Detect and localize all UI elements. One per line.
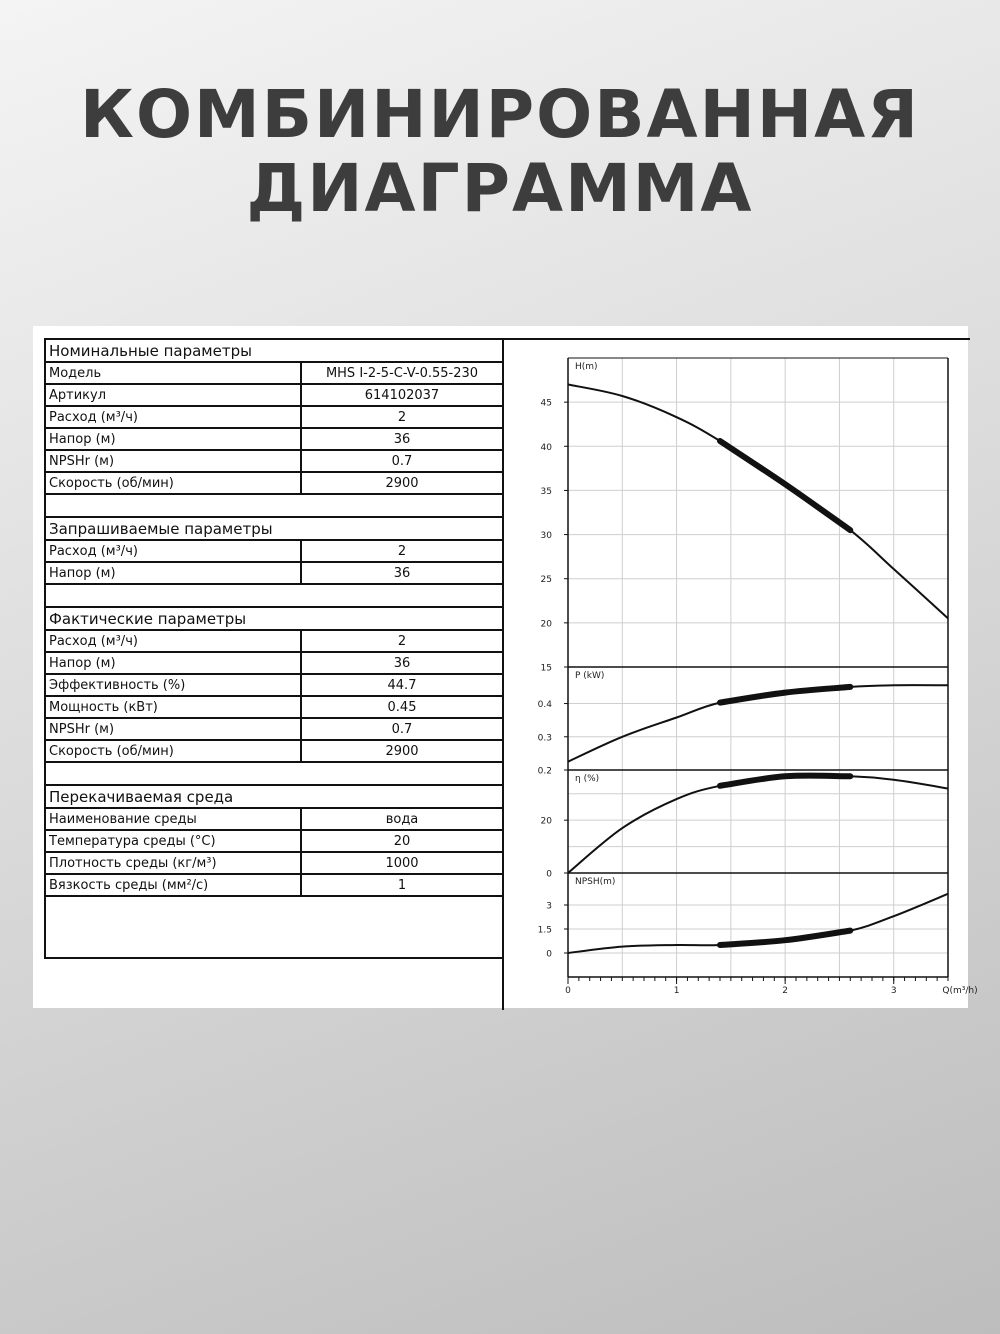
x-tick-label: 2 xyxy=(782,986,789,996)
table-row xyxy=(45,652,503,674)
table-row xyxy=(45,696,503,718)
table-row xyxy=(45,808,503,830)
param-value: 2 xyxy=(301,630,503,652)
headline-line-2: ДИАГРАММА xyxy=(246,150,754,227)
table-row xyxy=(45,472,503,494)
table-row xyxy=(45,674,503,696)
param-label: Напор (м) xyxy=(45,652,301,674)
param-label: Эффективность (%) xyxy=(45,674,301,696)
table-row xyxy=(45,540,503,562)
y-tick-label: 15 xyxy=(540,663,552,674)
section-title-medium: Перекачиваемая среда xyxy=(45,785,503,808)
param-label: NPSHr (м) xyxy=(45,718,301,740)
param-label: Расход (м³/ч) xyxy=(45,630,301,652)
y-tick-label: 0 xyxy=(546,869,552,880)
param-value: 0.7 xyxy=(301,450,503,472)
table-row xyxy=(45,428,503,450)
y-tick-label: 40 xyxy=(540,442,552,453)
panel-label: H(m) xyxy=(575,362,598,372)
param-label: Расход (м³/ч) xyxy=(45,540,301,562)
table-row xyxy=(45,450,503,472)
param-value: 36 xyxy=(301,652,503,674)
x-tick-label: 3 xyxy=(890,986,897,996)
x-tick-label: 0 xyxy=(565,986,571,996)
y-tick-label: 0.2 xyxy=(537,766,552,777)
param-label: Наименование среды xyxy=(45,808,301,830)
table-row xyxy=(45,362,503,384)
panel-label: P (kW) xyxy=(575,671,605,681)
table-row xyxy=(45,406,503,428)
param-label: Плотность среды (кг/м³) xyxy=(45,852,301,874)
datasheet xyxy=(33,326,978,1008)
headline-line-1: КОМБИНИРОВАННАЯ xyxy=(80,76,920,153)
curve-line xyxy=(568,385,948,619)
param-label: Модель xyxy=(45,362,301,384)
panel-label: η (%) xyxy=(575,774,600,784)
param-label: Расход (м³/ч) xyxy=(45,406,301,428)
spacer-row xyxy=(45,494,503,517)
param-value: 36 xyxy=(301,428,503,450)
empty-bottom-row xyxy=(45,896,503,958)
section-title-requested: Запрашиваемые параметры xyxy=(45,517,503,540)
table-row xyxy=(45,852,503,874)
table-row xyxy=(45,384,503,406)
param-value: 1000 xyxy=(301,852,503,874)
table-row xyxy=(45,718,503,740)
param-label: Скорость (об/мин) xyxy=(45,740,301,762)
param-value: 0.7 xyxy=(301,718,503,740)
y-tick-label: 0.4 xyxy=(537,700,552,711)
table-row xyxy=(45,874,503,896)
x-axis-label: Q(m³/h) xyxy=(942,986,978,996)
param-label: Напор (м) xyxy=(45,428,301,450)
param-value: 0.45 xyxy=(301,696,503,718)
param-label: Мощность (кВт) xyxy=(45,696,301,718)
param-value: MHS I-2-5-C-V-0.55-230 xyxy=(301,362,503,384)
param-value: 2 xyxy=(301,540,503,562)
table-row xyxy=(45,562,503,584)
y-tick-label: 3 xyxy=(546,901,552,912)
y-tick-label: 30 xyxy=(540,531,552,542)
pump-performance-chart xyxy=(504,340,978,1010)
param-value: вода xyxy=(301,808,503,830)
param-label: Артикул xyxy=(45,384,301,406)
table-row xyxy=(45,740,503,762)
chart-frame xyxy=(502,338,978,1010)
param-label: NPSHr (м) xyxy=(45,450,301,472)
param-value: 20 xyxy=(301,830,503,852)
param-label: Температура среды (°C) xyxy=(45,830,301,852)
param-label: Скорость (об/мин) xyxy=(45,472,301,494)
y-tick-label: 20 xyxy=(540,619,552,630)
param-value: 1 xyxy=(301,874,503,896)
table-row xyxy=(45,630,503,652)
param-value: 44.7 xyxy=(301,674,503,696)
y-tick-label: 25 xyxy=(540,575,552,586)
param-value: 36 xyxy=(301,562,503,584)
panel-label: NPSH(m) xyxy=(575,877,616,887)
y-tick-label: 1.5 xyxy=(537,925,552,936)
parameters-table xyxy=(44,338,504,959)
param-value: 2 xyxy=(301,406,503,428)
curve-line xyxy=(568,776,948,873)
y-tick-label: 0 xyxy=(546,949,552,960)
spacer-row xyxy=(45,584,503,607)
x-tick-label: 1 xyxy=(673,986,680,996)
param-value: 2900 xyxy=(301,740,503,762)
table-row xyxy=(45,830,503,852)
param-value: 614102037 xyxy=(301,384,503,406)
section-title-actual: Фактические параметры xyxy=(45,607,503,630)
section-title-nominal: Номинальные параметры xyxy=(45,339,503,362)
param-label: Напор (м) xyxy=(45,562,301,584)
spacer-row xyxy=(45,762,503,785)
headline xyxy=(0,78,1000,226)
y-tick-label: 0.3 xyxy=(537,733,552,744)
y-tick-label: 45 xyxy=(540,398,552,409)
param-value: 2900 xyxy=(301,472,503,494)
param-label: Вязкость среды (мм²/с) xyxy=(45,874,301,896)
y-tick-label: 20 xyxy=(540,816,552,827)
y-tick-label: 35 xyxy=(540,486,552,497)
